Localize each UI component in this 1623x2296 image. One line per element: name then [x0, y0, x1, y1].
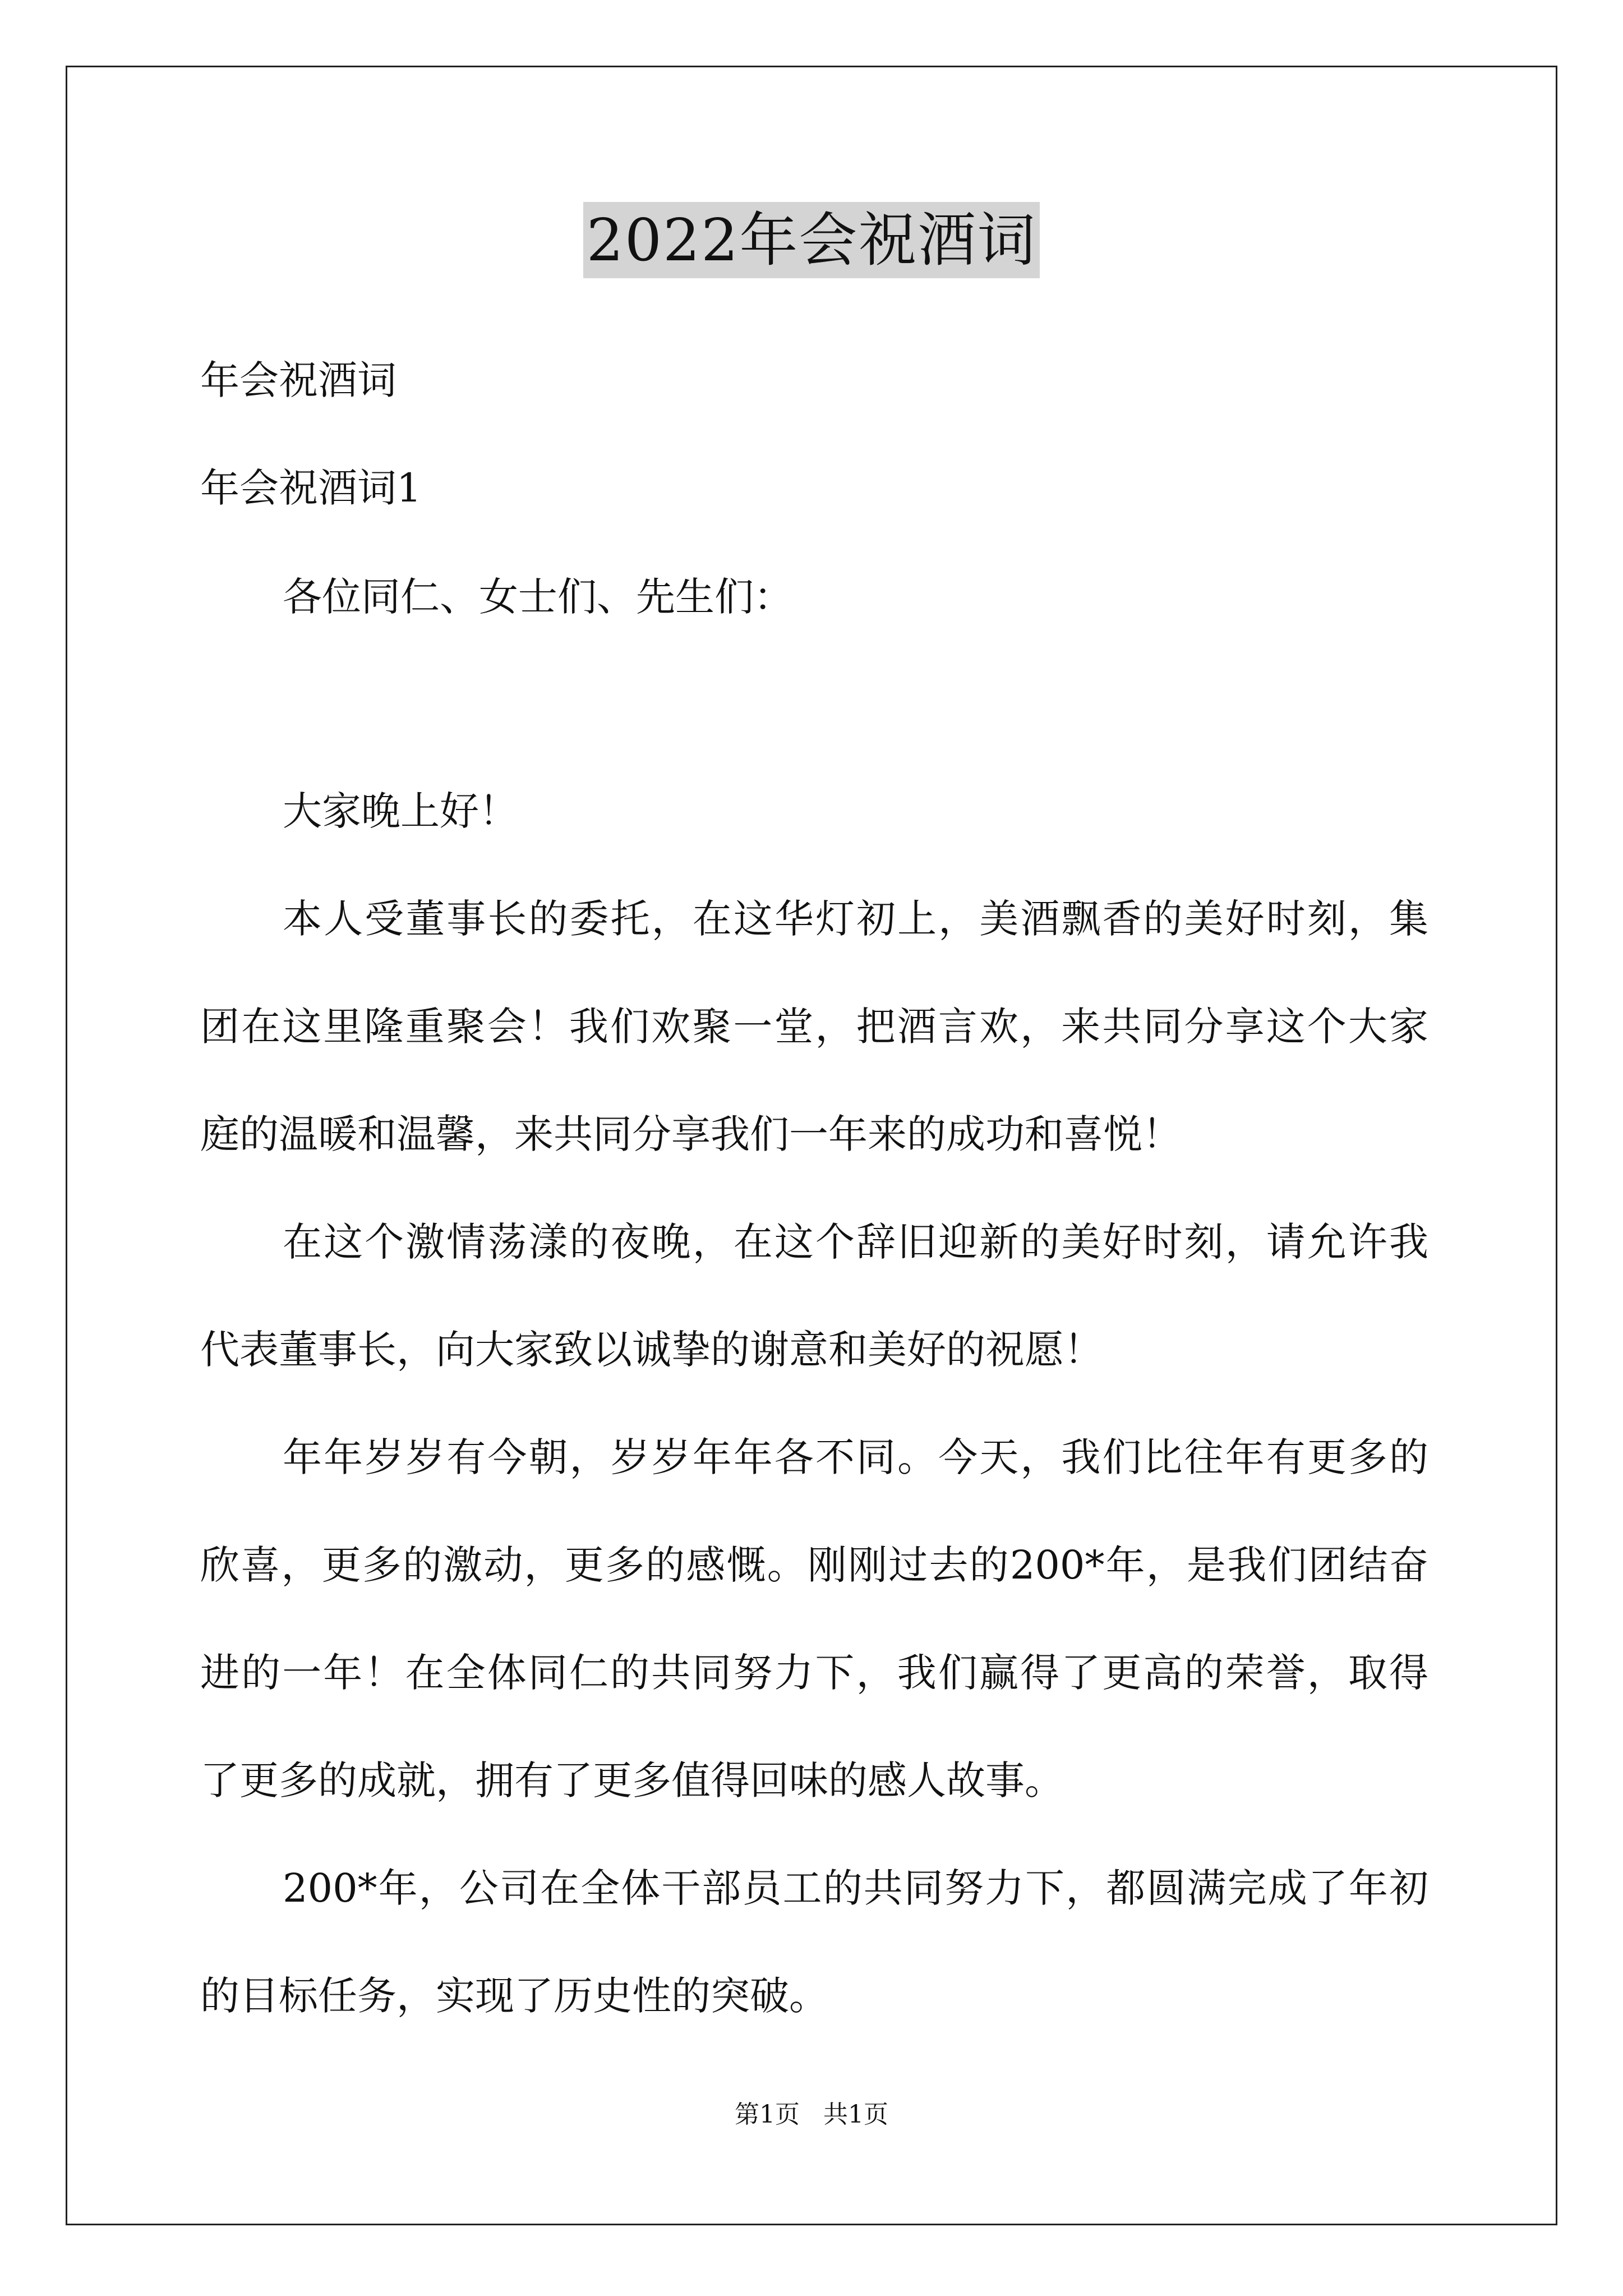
heading-line: 年会祝酒词: [200, 357, 396, 403]
heading-line: 年会祝酒词1: [200, 465, 422, 511]
title-container: [0, 202, 1623, 278]
paragraph-line: 团在这里隆重聚会！我们欢聚一堂，把酒言欢，来共同分享这个大家: [200, 1004, 1428, 1050]
paragraph-line: 在这个激情荡漾的夜晚，在这个辞旧迎新的美好时刻，请允许我: [283, 1219, 1428, 1265]
paragraph-line: 进的一年！在全体同仁的共同努力下，我们赢得了更高的荣誉，取得: [200, 1650, 1428, 1696]
paragraph-line: 200*年，公司在全体干部员工的共同努力下，都圆满完成了年初: [283, 1865, 1428, 1911]
paragraph-line: 本人受董事长的委托，在这华灯初上，美酒飘香的美好时刻，集: [283, 896, 1428, 942]
paragraph-line: 各位同仁、女士们、先生们：: [283, 574, 793, 620]
paragraph-line: 了更多的成就，拥有了更多值得回味的感人故事。: [200, 1757, 1064, 1803]
paragraph-line: 代表董事长，向大家致以诚挚的谢意和美好的祝愿！: [200, 1327, 1103, 1373]
paragraph-line: 的目标任务，实现了历史性的突破。: [200, 1973, 828, 2019]
paragraph-line: 庭的温暖和温馨，来共同分享我们一年来的成功和喜悦！: [200, 1111, 1182, 1157]
paragraph-line: 年年岁岁有今朝，岁岁年年各不同。今天，我们比往年有更多的: [283, 1434, 1428, 1480]
document-title: 2022年会祝酒词: [583, 202, 1040, 278]
paragraph-line: 欣喜，更多的激动，更多的感慨。刚刚过去的200*年，是我们团结奋: [200, 1542, 1428, 1588]
page-footer: 第1页 共1页: [735, 2100, 888, 2129]
paragraph-line: 大家晚上好！: [283, 788, 518, 834]
